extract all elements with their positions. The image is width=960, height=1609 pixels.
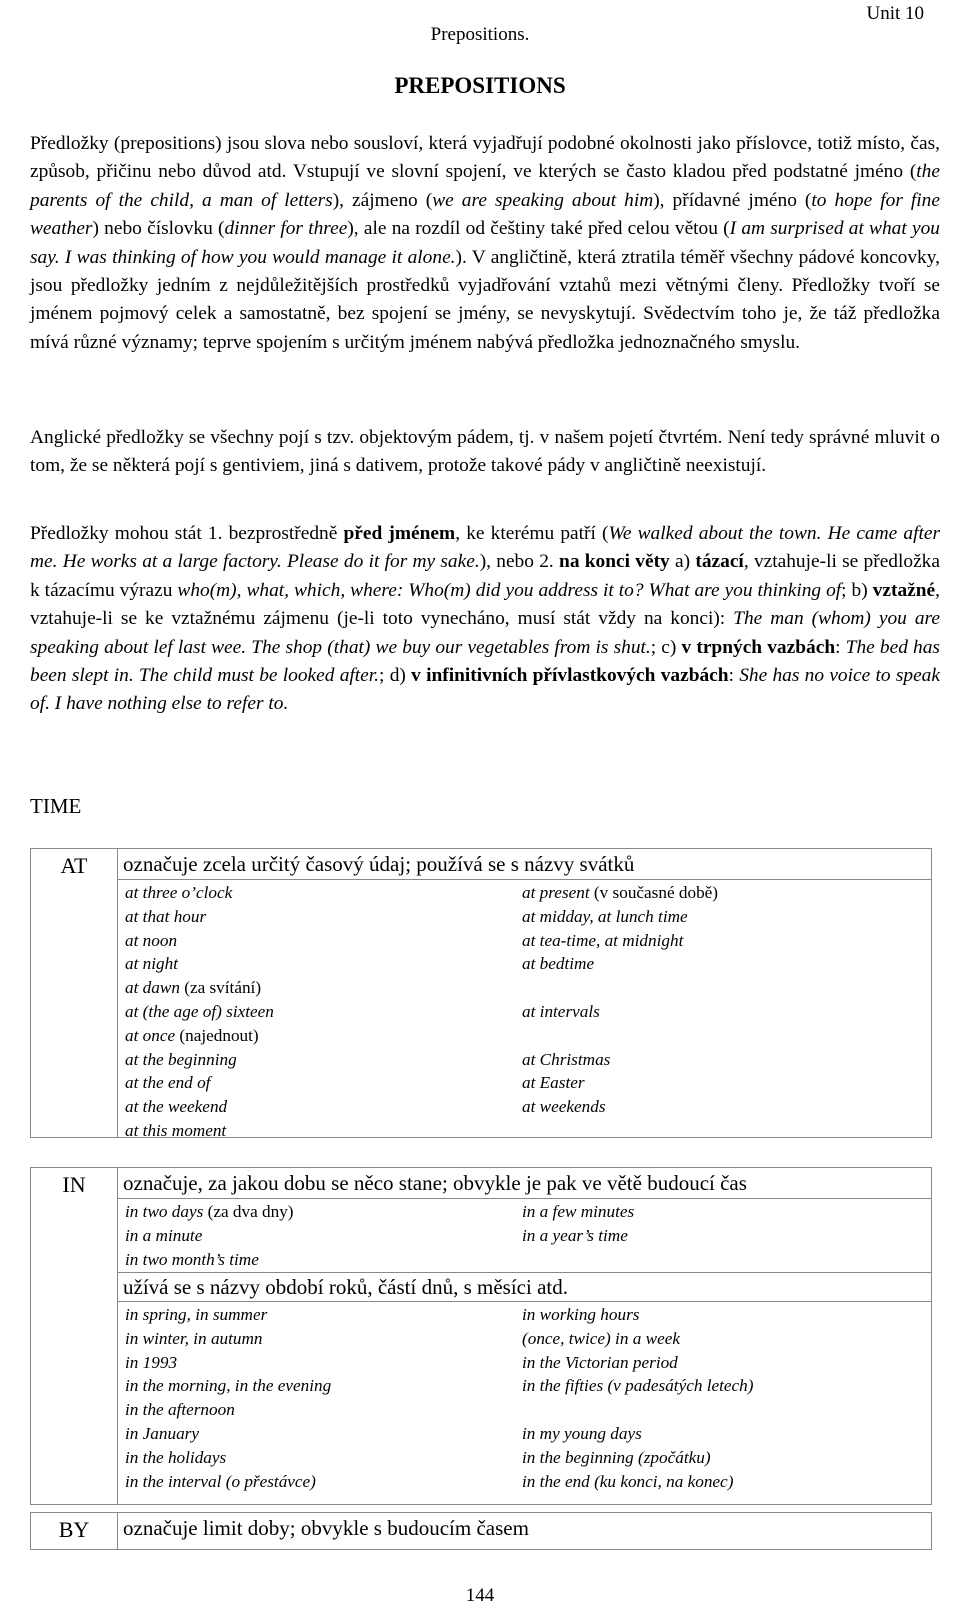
list-item [125, 1398, 331, 1422]
example-phrase: at tea-time, at midnight [522, 930, 684, 950]
list-item [522, 1327, 753, 1351]
example-phrase: at noon [125, 930, 178, 950]
example-phrase: at dawn [125, 978, 180, 998]
text-run: v infinitivních přívlastkových vazbách [411, 665, 729, 687]
text-run: ; b) [841, 579, 873, 601]
list-item [522, 1048, 718, 1072]
running-title: Prepositions. [430, 24, 530, 45]
example-phrase: (once, twice) in a week [522, 1328, 680, 1348]
list-item [125, 1446, 331, 1470]
list-item [125, 1374, 331, 1398]
text-run: , ke kterému patří ( [455, 523, 609, 544]
list-item [125, 1470, 331, 1494]
list-item [522, 1071, 718, 1095]
text-run: I am surprised at what you say. I was thinking of how you would manage it alone. [30, 218, 940, 268]
text-run: Předložky mohou stát 1. bezprostředně [30, 523, 344, 544]
list-item [125, 1422, 331, 1446]
example-phrase: at once [125, 1025, 176, 1045]
example-phrase: in 1993 [125, 1352, 178, 1372]
example-phrase: at the end of [125, 1073, 211, 1093]
in-left-column-2 [125, 1303, 331, 1493]
by-heading: označuje limit doby; obvykle s budoucím časem [123, 1516, 529, 1540]
example-phrase: at Easter [522, 1073, 585, 1093]
text-run: ), nebo 2. [479, 551, 560, 573]
example-phrase: at that hour [125, 906, 207, 926]
keyword-at: AT [31, 849, 118, 1137]
text-run: She has no voice to speak of. I have nothing else to refer to. [30, 665, 940, 715]
at-left-column [125, 881, 274, 1143]
example-phrase: at bedtime [522, 954, 595, 974]
text-run: dinner for three [224, 218, 348, 240]
in-right-column-1 [522, 1200, 634, 1248]
section-title: TIME [30, 794, 82, 818]
list-item [125, 976, 274, 1000]
list-item [125, 1119, 274, 1143]
list-item [125, 952, 274, 976]
text-run: a) [669, 551, 696, 573]
example-phrase: in a minute [125, 1225, 203, 1245]
text-run: na konci věty [559, 551, 670, 573]
example-phrase: at the beginning [125, 1049, 237, 1069]
list-item [522, 929, 718, 953]
list-item [125, 1000, 274, 1024]
text-run: ) nebo číslovku ( [92, 218, 225, 240]
example-phrase: in the fifties (v padesátých letech) [522, 1376, 754, 1396]
example-phrase: at weekends [522, 1097, 606, 1117]
example-phrase: in two days [125, 1202, 204, 1221]
text-run: The bed has been slept in. The child must be looked after. [30, 636, 940, 687]
keyword-in: IN [31, 1168, 118, 1504]
in-left-column-1 [125, 1200, 294, 1271]
text-run: we are speaking about him [432, 189, 654, 211]
list-item [125, 1351, 331, 1375]
page-title: PREPOSITIONS [394, 73, 566, 98]
text-run: před jménem [343, 523, 456, 544]
list-item [125, 1095, 274, 1119]
example-phrase: at Christmas [522, 1049, 611, 1069]
intro-paragraph-2 [30, 424, 940, 481]
intro-paragraph-3 [30, 520, 940, 719]
text-run: Předložky (prepositions) jsou slova nebo sousloví, která vyjadřují podobné okolnosti jako příslovce, totiž místo, čas, způsob, přičinu nebo důvod atd. Vstupují ve slovní spojení, ve kterých se často kladou před podstatné jméno ( [30, 133, 940, 183]
example-phrase: at (the age of) sixteen [125, 1001, 274, 1021]
text-run: , vztahuje-li se předložka k tázacímu výrazu [30, 551, 940, 601]
text-run: vztažné [872, 579, 936, 601]
example-phrase: in January [125, 1423, 199, 1443]
example-phrase: in the afternoon [125, 1400, 235, 1420]
translation-note: (za svítání) [179, 978, 262, 998]
text-run: : [835, 636, 846, 658]
example-phrase: in a few minutes [522, 1202, 635, 1221]
example-phrase: in the end (ku konci, na konec) [522, 1471, 734, 1491]
example-phrase: in two month’s time [125, 1249, 259, 1269]
list-item [522, 1200, 634, 1224]
text-run: : [728, 665, 740, 687]
list-item [522, 1398, 753, 1422]
table-at [30, 848, 932, 1138]
list-item [125, 1071, 274, 1095]
list-item [522, 1024, 718, 1048]
example-phrase: in winter, in autumn [125, 1328, 263, 1348]
example-phrase: in the Victorian period [522, 1352, 678, 1372]
list-item [522, 1000, 718, 1024]
text-run: ). V angličtině, která ztratila téměř všechny pádové koncovky, jsou předložky jedním z nejdůležitějších prostředků vyjadřování vztahů mezi větnými členy. Předložky tvoří se jménem pojmový celek a samostatně, bez spojení se jmény, se nevyskytují. Svědectvím toho je, že táž předložka mívá různé významy; teprve spojením s určitým jménem nabývá předložka jednoznačného smyslu. [30, 246, 941, 353]
list-item [522, 1224, 634, 1248]
in-heading: označuje, za jakou dobu se něco stane; obvykle je pak ve větě budoucí čas [118, 1168, 931, 1199]
list-item [522, 1303, 753, 1327]
list-item [522, 1351, 753, 1375]
in-right-column-2 [522, 1303, 753, 1493]
text-run: v trpných vazbách [681, 636, 836, 658]
list-item [522, 1095, 718, 1119]
example-phrase: at the weekend [125, 1097, 228, 1117]
example-phrase: in the holidays [125, 1447, 227, 1467]
list-item [522, 976, 718, 1000]
table-in [30, 1167, 932, 1505]
list-item [125, 1303, 331, 1327]
list-item [522, 1422, 753, 1446]
table-by [30, 1512, 932, 1550]
text-run: ), přídavné jméno ( [653, 189, 812, 211]
list-item [522, 1446, 753, 1470]
list-item [522, 1470, 753, 1494]
text-run: to hope for fine weather [30, 189, 940, 240]
list-item [125, 929, 274, 953]
example-phrase: at three o’clock [125, 883, 233, 902]
text-run: ), ale na rozdíl od češtiny také před celou větou ( [347, 218, 730, 240]
unit-label: Unit 10 [866, 3, 924, 24]
list-item [125, 1024, 274, 1048]
text-run: ; c) [650, 636, 682, 658]
example-phrase: in a year’s time [522, 1225, 628, 1245]
text-run: tázací [695, 551, 744, 573]
example-phrase: in working hours [522, 1305, 640, 1324]
keyword-by: BY [31, 1513, 118, 1549]
text-run: , vztahuje-li se ke vztažnému zájmenu (je-li toto vynecháno, musí stát vždy na konci): [30, 579, 940, 630]
intro-paragraph-1 [30, 130, 940, 357]
example-phrase: at present [522, 883, 590, 902]
text-run: We walked about the town. He came after me. He works at a large factory. Please do it for my sake. [30, 523, 941, 573]
text-run: ; d) [379, 665, 412, 687]
text-run: ), zájmeno ( [332, 189, 433, 211]
list-item [522, 1374, 753, 1398]
example-phrase: in spring, in summer [125, 1305, 268, 1324]
list-item [125, 881, 274, 905]
example-phrase: in the interval (o přestávce) [125, 1471, 316, 1491]
list-item [522, 952, 718, 976]
list-item [125, 1248, 294, 1272]
example-phrase: at this moment [125, 1120, 227, 1140]
at-right-column [522, 881, 718, 1119]
text-run: Anglické předložky se všechny pojí s tzv. objektovým pádem, tj. v našem pojetí čtvrtém. Není tedy správné mluvit o tom, že se některá pojí s gentiviem, jiná s dativem, protože takové pády v angličtině neexistují. [30, 427, 940, 477]
example-phrase: at intervals [522, 1001, 600, 1021]
example-phrase: at midday, at lunch time [522, 906, 688, 926]
list-item [125, 905, 274, 929]
example-phrase: in the beginning (zpočátku) [522, 1447, 711, 1467]
example-phrase: at night [125, 954, 178, 974]
translation-note: (v současné době) [589, 883, 719, 902]
list-item [125, 1200, 294, 1224]
list-item [125, 1224, 294, 1248]
at-heading: označuje zcela určitý časový údaj; používá se s názvy svátků [118, 849, 931, 880]
page-number: 144 [465, 1585, 495, 1606]
list-item [125, 1048, 274, 1072]
translation-note: (za dva dny) [203, 1202, 294, 1221]
example-phrase: in my young days [522, 1423, 642, 1443]
text-run: the parents of the child, a man of letters [30, 161, 940, 211]
example-phrase: in the morning, in the evening [125, 1376, 332, 1396]
translation-note: (najednout) [175, 1025, 259, 1045]
in-subheading: užívá se s názvy období roků, částí dnů, s měsíci atd. [118, 1272, 931, 1302]
list-item [522, 881, 718, 905]
list-item [522, 905, 718, 929]
text-run: The man (whom) you are speaking about lef last wee. The shop (that) we buy our vegetables from is shut. [30, 608, 940, 658]
text-run: who(m), what, which, where: Who(m) did you address it to? What are you thinking of [177, 579, 842, 601]
list-item [125, 1327, 331, 1351]
